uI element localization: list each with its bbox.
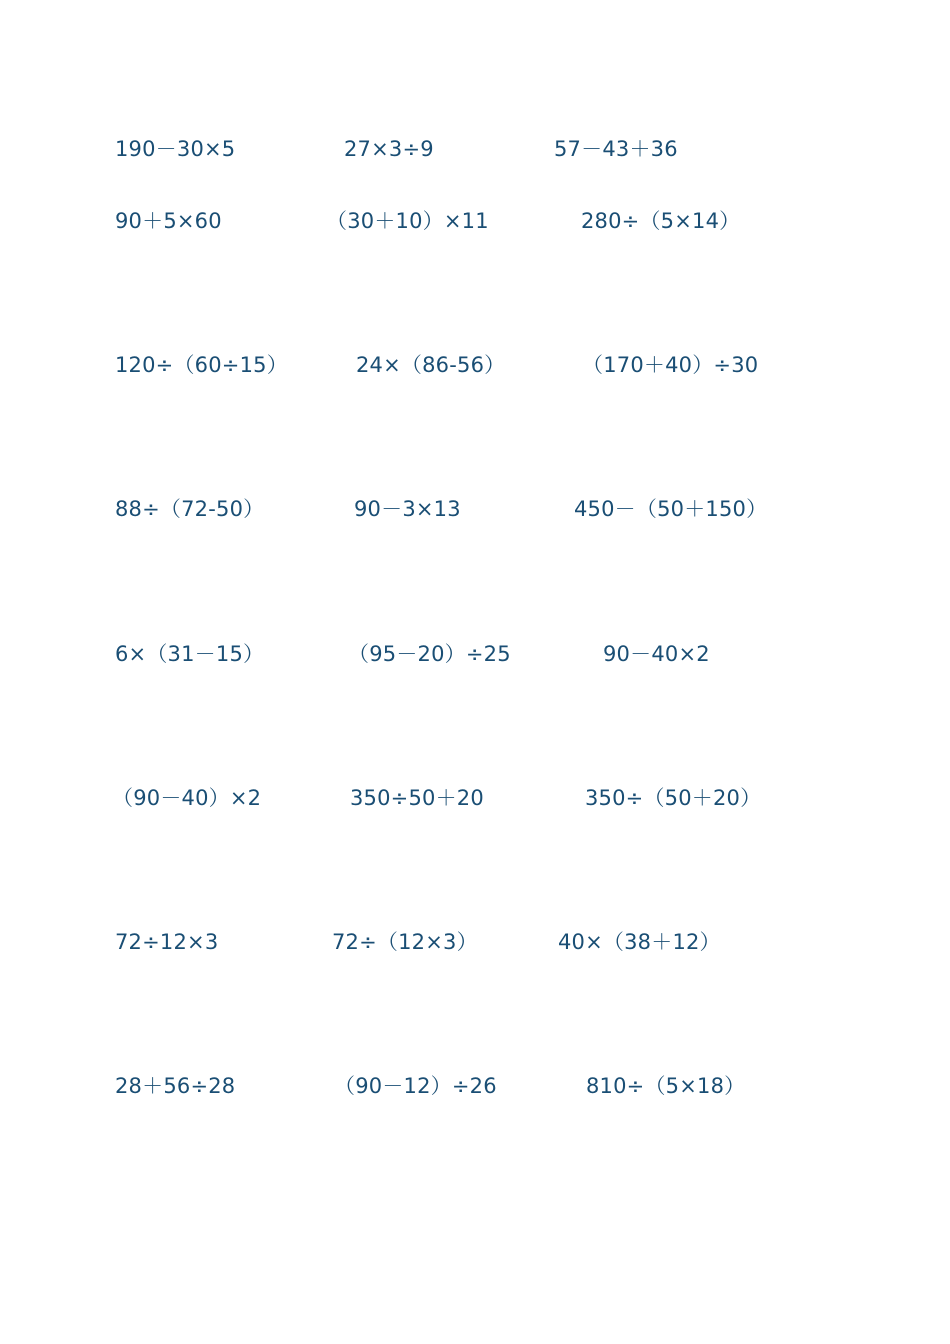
expression-r2-c3: 280÷（5×14） xyxy=(581,209,741,233)
expression-r2-c2: （30＋10）×11 xyxy=(326,209,489,233)
expression-r7-c3: 40×（38＋12） xyxy=(558,930,721,954)
expression-r3-c3: （170＋40）÷30 xyxy=(582,353,759,377)
expression-r6-c3: 350÷（50＋20） xyxy=(585,786,762,810)
expression-r5-c3: 90－40×2 xyxy=(603,642,710,666)
expression-r5-c2: （95－20）÷25 xyxy=(348,642,511,666)
expression-r2-c1: 90＋5×60 xyxy=(115,209,222,233)
expression-r5-c1: 6×（31－15） xyxy=(115,642,265,666)
expression-r1-c1: 190－30×5 xyxy=(115,137,236,161)
expression-r7-c2: 72÷（12×3） xyxy=(332,930,478,954)
expression-r7-c1: 72÷12×3 xyxy=(115,930,219,954)
expression-r3-c1: 120÷（60÷15） xyxy=(115,353,288,377)
expression-r4-c2: 90－3×13 xyxy=(354,497,461,521)
expression-r3-c2: 24×（86-56） xyxy=(356,353,506,377)
expression-r4-c1: 88÷（72-50） xyxy=(115,497,265,521)
expression-r8-c2: （90－12）÷26 xyxy=(334,1074,497,1098)
expression-r6-c2: 350÷50＋20 xyxy=(350,786,484,810)
expression-r1-c3: 57－43＋36 xyxy=(554,137,678,161)
expression-r6-c1: （90－40）×2 xyxy=(112,786,262,810)
expression-r8-c3: 810÷（5×18） xyxy=(586,1074,746,1098)
expression-r4-c3: 450－（50＋150） xyxy=(574,497,768,521)
expression-r8-c1: 28＋56÷28 xyxy=(115,1074,236,1098)
expression-r1-c2: 27×3÷9 xyxy=(344,137,434,161)
